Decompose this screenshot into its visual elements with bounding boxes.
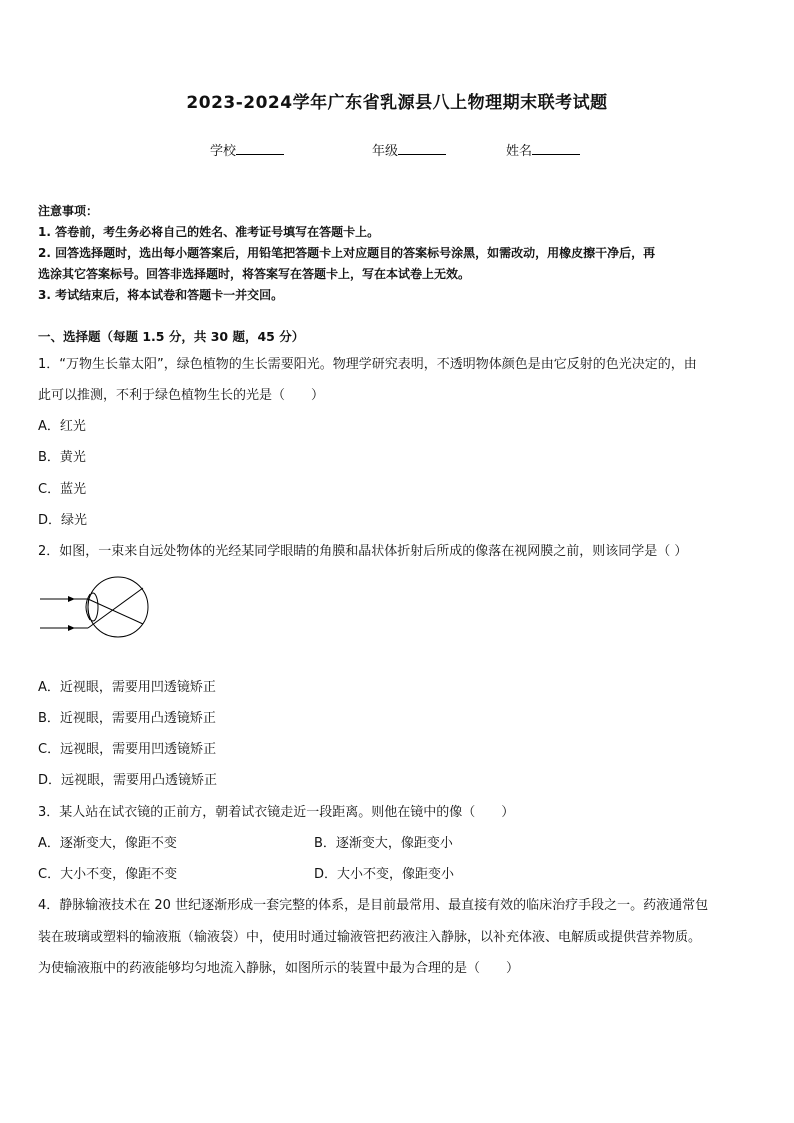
q1-option-d[interactable]: D．绿光 bbox=[38, 513, 88, 528]
q4-text-line3: 为使输液瓶中的药液能够均匀地流入静脉，如图所示的装置中最为合理的是（ ） bbox=[38, 961, 520, 976]
school-blank[interactable] bbox=[236, 142, 284, 155]
q2-option-c[interactable]: C．远视眼，需要用凹透镜矫正 bbox=[38, 742, 217, 757]
q2-option-a[interactable]: A．近视眼，需要用凹透镜矫正 bbox=[38, 680, 216, 695]
notice-block bbox=[38, 201, 760, 306]
q3-option-a[interactable]: A．逐渐变大，像距不变 bbox=[38, 836, 177, 851]
grade-field bbox=[372, 140, 446, 159]
q3-option-b[interactable]: B．逐渐变大，像距变小 bbox=[314, 836, 453, 851]
eye-diagram bbox=[38, 572, 150, 642]
q3-option-d[interactable]: D．大小不变，像距变小 bbox=[314, 867, 455, 882]
school-label: 学校 bbox=[210, 144, 237, 159]
grade-label: 年级 bbox=[372, 144, 399, 159]
name-blank[interactable] bbox=[532, 142, 580, 155]
eyeball-outline bbox=[88, 577, 148, 637]
notice-heading: 注意事项： bbox=[38, 204, 99, 218]
q2-option-b[interactable]: B．近视眼，需要用凸透镜矫正 bbox=[38, 711, 216, 726]
q3-option-c[interactable]: C．大小不变，像距不变 bbox=[38, 867, 178, 882]
ray-arrow-bottom bbox=[68, 625, 75, 631]
school-field bbox=[210, 140, 284, 159]
q1-text-line2: 此可以推测，不利于绿色植物生长的光是（ ） bbox=[38, 388, 325, 403]
ray-arrow-top bbox=[68, 596, 75, 602]
q2-text-line1: 2．如图，一束来自远处物体的光经某同学眼睛的角膜和晶状体折射后所成的像落在视网膜之前，则该同学是（ ） bbox=[38, 544, 688, 559]
notice-item: 选涂其它答案标号。回答非选择题时，将答案写在答题卡上，写在本试卷上无效。 bbox=[38, 267, 471, 281]
lens-outline bbox=[88, 593, 98, 621]
section-heading: 一、选择题（每题 1.5 分，共 30 题，45 分） bbox=[38, 329, 305, 344]
q4-text-line2: 装在玻璃或塑料的输液瓶（输液袋）中，使用时通过输液管把药液注入静脉，以补充体液、电解质或提供营养物质。 bbox=[38, 930, 702, 945]
grade-blank[interactable] bbox=[398, 142, 446, 155]
q2-option-d[interactable]: D．远视眼，需要用凸透镜矫正 bbox=[38, 773, 218, 788]
q1-text-line1: 1．“万物生长靠太阳”，绿色植物的生长需要阳光。物理学研究表明，不透明物体颜色是由它反射的色光决定的，由 bbox=[38, 357, 697, 372]
q1-option-c[interactable]: C．蓝光 bbox=[38, 482, 87, 497]
refracted-ray-top bbox=[88, 599, 143, 624]
exam-title: 2023-2024学年广东省乳源县八上物理期末联考试题 bbox=[186, 93, 608, 113]
q4-text-line1: 4．静脉输液技术在 20 世纪逐渐形成一套完整的体系，是目前最常用、最直接有效的临床治疗手段之一。药液通常包 bbox=[38, 898, 709, 913]
notice-item: 1. 答卷前，考生务必将自己的姓名、准考证号填写在答题卡上。 bbox=[38, 225, 380, 239]
notice-item: 2. 回答选择题时，选出每小题答案后，用铅笔把答题卡上对应题目的答案标号涂黑，如需改动，用橡皮擦干净后，再 bbox=[38, 246, 656, 260]
q3-text-line1: 3．某人站在试衣镜的正前方，朝着试衣镜走近一段距离。则他在镜中的像（ ） bbox=[38, 805, 515, 820]
notice-item: 3. 考试结束后，将本试卷和答题卡一并交回。 bbox=[38, 288, 284, 302]
refracted-ray-bottom bbox=[88, 588, 143, 628]
name-field bbox=[506, 140, 580, 159]
q1-option-b[interactable]: B．黄光 bbox=[38, 450, 86, 465]
q1-option-a[interactable]: A．红光 bbox=[38, 419, 86, 434]
name-label: 姓名 bbox=[506, 144, 533, 159]
